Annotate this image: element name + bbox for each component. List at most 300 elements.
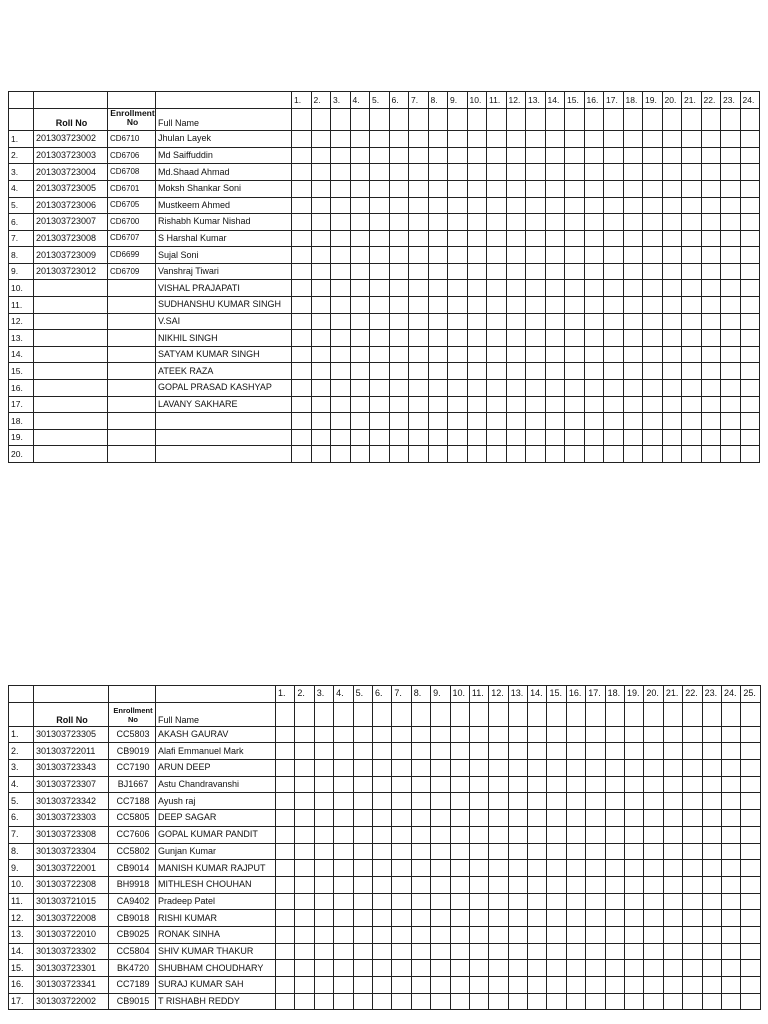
attendance-cell[interactable] <box>489 860 508 877</box>
attendance-cell[interactable] <box>604 330 624 347</box>
attendance-cell[interactable] <box>701 263 721 280</box>
attendance-cell[interactable] <box>566 743 585 760</box>
attendance-cell[interactable] <box>409 280 429 297</box>
attendance-cell[interactable] <box>314 993 333 1010</box>
attendance-cell[interactable] <box>506 180 526 197</box>
attendance-cell[interactable] <box>683 810 702 827</box>
attendance-cell[interactable] <box>702 993 721 1010</box>
attendance-cell[interactable] <box>276 860 295 877</box>
attendance-cell[interactable] <box>662 429 682 446</box>
attendance-cell[interactable] <box>331 131 351 148</box>
attendance-cell[interactable] <box>314 776 333 793</box>
attendance-cell[interactable] <box>643 180 663 197</box>
attendance-cell[interactable] <box>702 960 721 977</box>
attendance-cell[interactable] <box>314 843 333 860</box>
attendance-cell[interactable] <box>623 446 643 463</box>
attendance-cell[interactable] <box>331 396 351 413</box>
attendance-cell[interactable] <box>428 297 448 314</box>
attendance-cell[interactable] <box>683 943 702 960</box>
attendance-cell[interactable] <box>487 214 507 231</box>
attendance-cell[interactable] <box>545 147 565 164</box>
attendance-cell[interactable] <box>741 910 760 927</box>
attendance-cell[interactable] <box>682 330 702 347</box>
attendance-cell[interactable] <box>295 860 314 877</box>
attendance-cell[interactable] <box>644 743 663 760</box>
attendance-cell[interactable] <box>526 297 546 314</box>
attendance-cell[interactable] <box>586 943 605 960</box>
attendance-cell[interactable] <box>372 943 391 960</box>
attendance-cell[interactable] <box>526 446 546 463</box>
attendance-cell[interactable] <box>565 164 585 181</box>
attendance-cell[interactable] <box>566 860 585 877</box>
attendance-cell[interactable] <box>625 893 644 910</box>
attendance-cell[interactable] <box>663 993 682 1010</box>
attendance-cell[interactable] <box>741 943 760 960</box>
attendance-cell[interactable] <box>701 230 721 247</box>
attendance-cell[interactable] <box>740 230 760 247</box>
attendance-cell[interactable] <box>295 910 314 927</box>
attendance-cell[interactable] <box>643 363 663 380</box>
attendance-cell[interactable] <box>350 197 370 214</box>
attendance-cell[interactable] <box>682 263 702 280</box>
attendance-cell[interactable] <box>431 726 450 743</box>
attendance-cell[interactable] <box>565 280 585 297</box>
attendance-cell[interactable] <box>586 702 605 726</box>
attendance-cell[interactable] <box>311 363 331 380</box>
attendance-cell[interactable] <box>662 396 682 413</box>
attendance-cell[interactable] <box>643 330 663 347</box>
attendance-cell[interactable] <box>331 180 351 197</box>
attendance-cell[interactable] <box>370 131 390 148</box>
attendance-cell[interactable] <box>311 108 331 131</box>
attendance-cell[interactable] <box>526 313 546 330</box>
attendance-cell[interactable] <box>467 180 487 197</box>
attendance-cell[interactable] <box>448 164 468 181</box>
attendance-cell[interactable] <box>450 860 469 877</box>
attendance-cell[interactable] <box>489 810 508 827</box>
attendance-cell[interactable] <box>741 876 760 893</box>
attendance-cell[interactable] <box>623 131 643 148</box>
attendance-cell[interactable] <box>389 330 409 347</box>
attendance-cell[interactable] <box>547 810 566 827</box>
attendance-cell[interactable] <box>584 280 604 297</box>
attendance-cell[interactable] <box>448 297 468 314</box>
attendance-cell[interactable] <box>644 760 663 777</box>
attendance-cell[interactable] <box>448 263 468 280</box>
attendance-cell[interactable] <box>662 108 682 131</box>
attendance-cell[interactable] <box>528 743 547 760</box>
attendance-cell[interactable] <box>565 396 585 413</box>
attendance-cell[interactable] <box>292 108 312 131</box>
attendance-cell[interactable] <box>663 843 682 860</box>
attendance-cell[interactable] <box>370 446 390 463</box>
attendance-cell[interactable] <box>663 960 682 977</box>
attendance-cell[interactable] <box>292 147 312 164</box>
attendance-cell[interactable] <box>450 876 469 893</box>
attendance-cell[interactable] <box>605 843 624 860</box>
attendance-cell[interactable] <box>702 860 721 877</box>
attendance-cell[interactable] <box>623 108 643 131</box>
attendance-cell[interactable] <box>292 363 312 380</box>
attendance-cell[interactable] <box>702 977 721 994</box>
attendance-cell[interactable] <box>350 147 370 164</box>
attendance-cell[interactable] <box>545 164 565 181</box>
attendance-cell[interactable] <box>431 793 450 810</box>
attendance-cell[interactable] <box>448 247 468 264</box>
attendance-cell[interactable] <box>506 280 526 297</box>
attendance-cell[interactable] <box>276 960 295 977</box>
attendance-cell[interactable] <box>526 180 546 197</box>
attendance-cell[interactable] <box>721 993 740 1010</box>
attendance-cell[interactable] <box>566 893 585 910</box>
attendance-cell[interactable] <box>701 247 721 264</box>
attendance-cell[interactable] <box>528 860 547 877</box>
attendance-cell[interactable] <box>353 793 372 810</box>
attendance-cell[interactable] <box>448 214 468 231</box>
attendance-cell[interactable] <box>448 396 468 413</box>
attendance-cell[interactable] <box>448 197 468 214</box>
attendance-cell[interactable] <box>276 943 295 960</box>
attendance-cell[interactable] <box>467 313 487 330</box>
attendance-cell[interactable] <box>370 280 390 297</box>
attendance-cell[interactable] <box>721 702 740 726</box>
attendance-cell[interactable] <box>467 297 487 314</box>
attendance-cell[interactable] <box>625 960 644 977</box>
attendance-cell[interactable] <box>508 860 527 877</box>
attendance-cell[interactable] <box>428 429 448 446</box>
attendance-cell[interactable] <box>605 726 624 743</box>
attendance-cell[interactable] <box>331 346 351 363</box>
attendance-cell[interactable] <box>370 247 390 264</box>
attendance-cell[interactable] <box>662 263 682 280</box>
attendance-cell[interactable] <box>409 214 429 231</box>
attendance-cell[interactable] <box>353 826 372 843</box>
attendance-cell[interactable] <box>467 131 487 148</box>
attendance-cell[interactable] <box>721 960 740 977</box>
attendance-cell[interactable] <box>409 131 429 148</box>
attendance-cell[interactable] <box>566 810 585 827</box>
attendance-cell[interactable] <box>663 943 682 960</box>
attendance-cell[interactable] <box>682 230 702 247</box>
attendance-cell[interactable] <box>721 893 740 910</box>
attendance-cell[interactable] <box>311 429 331 446</box>
attendance-cell[interactable] <box>411 860 430 877</box>
attendance-cell[interactable] <box>662 297 682 314</box>
attendance-cell[interactable] <box>605 926 624 943</box>
attendance-cell[interactable] <box>508 760 527 777</box>
attendance-cell[interactable] <box>643 429 663 446</box>
attendance-cell[interactable] <box>643 197 663 214</box>
attendance-cell[interactable] <box>311 413 331 430</box>
attendance-cell[interactable] <box>469 977 488 994</box>
attendance-cell[interactable] <box>663 860 682 877</box>
attendance-cell[interactable] <box>662 180 682 197</box>
attendance-cell[interactable] <box>411 743 430 760</box>
attendance-cell[interactable] <box>565 214 585 231</box>
attendance-cell[interactable] <box>411 876 430 893</box>
attendance-cell[interactable] <box>428 214 448 231</box>
attendance-cell[interactable] <box>702 743 721 760</box>
attendance-cell[interactable] <box>469 926 488 943</box>
attendance-cell[interactable] <box>487 297 507 314</box>
attendance-cell[interactable] <box>740 108 760 131</box>
attendance-cell[interactable] <box>625 810 644 827</box>
attendance-cell[interactable] <box>625 843 644 860</box>
attendance-cell[interactable] <box>565 263 585 280</box>
attendance-cell[interactable] <box>702 910 721 927</box>
attendance-cell[interactable] <box>428 263 448 280</box>
attendance-cell[interactable] <box>721 793 740 810</box>
attendance-cell[interactable] <box>623 147 643 164</box>
attendance-cell[interactable] <box>353 776 372 793</box>
attendance-cell[interactable] <box>663 926 682 943</box>
attendance-cell[interactable] <box>586 776 605 793</box>
attendance-cell[interactable] <box>565 180 585 197</box>
attendance-cell[interactable] <box>392 910 411 927</box>
attendance-cell[interactable] <box>701 280 721 297</box>
attendance-cell[interactable] <box>467 263 487 280</box>
attendance-cell[interactable] <box>409 396 429 413</box>
attendance-cell[interactable] <box>276 993 295 1010</box>
attendance-cell[interactable] <box>431 702 450 726</box>
attendance-cell[interactable] <box>605 860 624 877</box>
attendance-cell[interactable] <box>409 313 429 330</box>
attendance-cell[interactable] <box>392 977 411 994</box>
attendance-cell[interactable] <box>586 960 605 977</box>
attendance-cell[interactable] <box>370 313 390 330</box>
attendance-cell[interactable] <box>489 826 508 843</box>
attendance-cell[interactable] <box>683 826 702 843</box>
attendance-cell[interactable] <box>334 810 353 827</box>
attendance-cell[interactable] <box>721 943 740 960</box>
attendance-cell[interactable] <box>721 826 740 843</box>
attendance-cell[interactable] <box>292 131 312 148</box>
attendance-cell[interactable] <box>526 197 546 214</box>
attendance-cell[interactable] <box>643 313 663 330</box>
attendance-cell[interactable] <box>311 247 331 264</box>
attendance-cell[interactable] <box>431 760 450 777</box>
attendance-cell[interactable] <box>428 131 448 148</box>
attendance-cell[interactable] <box>566 702 585 726</box>
attendance-cell[interactable] <box>295 876 314 893</box>
attendance-cell[interactable] <box>489 893 508 910</box>
attendance-cell[interactable] <box>605 910 624 927</box>
attendance-cell[interactable] <box>450 726 469 743</box>
attendance-cell[interactable] <box>428 413 448 430</box>
attendance-cell[interactable] <box>547 726 566 743</box>
attendance-cell[interactable] <box>625 760 644 777</box>
attendance-cell[interactable] <box>662 280 682 297</box>
attendance-cell[interactable] <box>428 280 448 297</box>
attendance-cell[interactable] <box>545 108 565 131</box>
attendance-cell[interactable] <box>565 446 585 463</box>
attendance-cell[interactable] <box>409 263 429 280</box>
attendance-cell[interactable] <box>508 826 527 843</box>
attendance-cell[interactable] <box>276 776 295 793</box>
attendance-cell[interactable] <box>662 330 682 347</box>
attendance-cell[interactable] <box>623 280 643 297</box>
attendance-cell[interactable] <box>409 380 429 397</box>
attendance-cell[interactable] <box>489 926 508 943</box>
attendance-cell[interactable] <box>528 793 547 810</box>
attendance-cell[interactable] <box>487 147 507 164</box>
attendance-cell[interactable] <box>625 726 644 743</box>
attendance-cell[interactable] <box>392 760 411 777</box>
attendance-cell[interactable] <box>506 147 526 164</box>
attendance-cell[interactable] <box>487 247 507 264</box>
attendance-cell[interactable] <box>586 743 605 760</box>
attendance-cell[interactable] <box>292 330 312 347</box>
attendance-cell[interactable] <box>508 977 527 994</box>
attendance-cell[interactable] <box>545 363 565 380</box>
attendance-cell[interactable] <box>721 313 741 330</box>
attendance-cell[interactable] <box>644 726 663 743</box>
attendance-cell[interactable] <box>508 743 527 760</box>
attendance-cell[interactable] <box>740 247 760 264</box>
attendance-cell[interactable] <box>428 346 448 363</box>
attendance-cell[interactable] <box>623 164 643 181</box>
attendance-cell[interactable] <box>431 893 450 910</box>
attendance-cell[interactable] <box>740 363 760 380</box>
attendance-cell[interactable] <box>584 147 604 164</box>
attendance-cell[interactable] <box>682 396 702 413</box>
attendance-cell[interactable] <box>469 793 488 810</box>
attendance-cell[interactable] <box>584 247 604 264</box>
attendance-cell[interactable] <box>487 164 507 181</box>
attendance-cell[interactable] <box>565 108 585 131</box>
attendance-cell[interactable] <box>604 346 624 363</box>
attendance-cell[interactable] <box>467 346 487 363</box>
attendance-cell[interactable] <box>353 876 372 893</box>
attendance-cell[interactable] <box>682 446 702 463</box>
attendance-cell[interactable] <box>353 810 372 827</box>
attendance-cell[interactable] <box>604 164 624 181</box>
attendance-cell[interactable] <box>431 860 450 877</box>
attendance-cell[interactable] <box>350 263 370 280</box>
attendance-cell[interactable] <box>431 876 450 893</box>
attendance-cell[interactable] <box>411 910 430 927</box>
attendance-cell[interactable] <box>702 876 721 893</box>
attendance-cell[interactable] <box>389 263 409 280</box>
attendance-cell[interactable] <box>448 413 468 430</box>
attendance-cell[interactable] <box>487 280 507 297</box>
attendance-cell[interactable] <box>586 993 605 1010</box>
attendance-cell[interactable] <box>431 943 450 960</box>
attendance-cell[interactable] <box>584 396 604 413</box>
attendance-cell[interactable] <box>292 313 312 330</box>
attendance-cell[interactable] <box>702 810 721 827</box>
attendance-cell[interactable] <box>623 263 643 280</box>
attendance-cell[interactable] <box>741 926 760 943</box>
attendance-cell[interactable] <box>545 396 565 413</box>
attendance-cell[interactable] <box>584 131 604 148</box>
attendance-cell[interactable] <box>314 702 333 726</box>
attendance-cell[interactable] <box>311 147 331 164</box>
attendance-cell[interactable] <box>584 180 604 197</box>
attendance-cell[interactable] <box>604 313 624 330</box>
attendance-cell[interactable] <box>448 280 468 297</box>
attendance-cell[interactable] <box>314 943 333 960</box>
attendance-cell[interactable] <box>683 726 702 743</box>
attendance-cell[interactable] <box>604 131 624 148</box>
attendance-cell[interactable] <box>487 180 507 197</box>
attendance-cell[interactable] <box>740 429 760 446</box>
attendance-cell[interactable] <box>508 926 527 943</box>
attendance-cell[interactable] <box>545 230 565 247</box>
attendance-cell[interactable] <box>353 993 372 1010</box>
attendance-cell[interactable] <box>683 876 702 893</box>
attendance-cell[interactable] <box>372 893 391 910</box>
attendance-cell[interactable] <box>623 363 643 380</box>
attendance-cell[interactable] <box>506 197 526 214</box>
attendance-cell[interactable] <box>331 446 351 463</box>
attendance-cell[interactable] <box>586 893 605 910</box>
attendance-cell[interactable] <box>683 893 702 910</box>
attendance-cell[interactable] <box>350 429 370 446</box>
attendance-cell[interactable] <box>372 810 391 827</box>
attendance-cell[interactable] <box>295 793 314 810</box>
attendance-cell[interactable] <box>662 313 682 330</box>
attendance-cell[interactable] <box>334 776 353 793</box>
attendance-cell[interactable] <box>586 826 605 843</box>
attendance-cell[interactable] <box>662 197 682 214</box>
attendance-cell[interactable] <box>683 743 702 760</box>
attendance-cell[interactable] <box>528 843 547 860</box>
attendance-cell[interactable] <box>469 993 488 1010</box>
attendance-cell[interactable] <box>526 147 546 164</box>
attendance-cell[interactable] <box>721 726 740 743</box>
attendance-cell[interactable] <box>467 197 487 214</box>
attendance-cell[interactable] <box>311 164 331 181</box>
attendance-cell[interactable] <box>469 960 488 977</box>
attendance-cell[interactable] <box>683 702 702 726</box>
attendance-cell[interactable] <box>604 214 624 231</box>
attendance-cell[interactable] <box>623 429 643 446</box>
attendance-cell[interactable] <box>565 330 585 347</box>
attendance-cell[interactable] <box>604 446 624 463</box>
attendance-cell[interactable] <box>623 197 643 214</box>
attendance-cell[interactable] <box>604 230 624 247</box>
attendance-cell[interactable] <box>682 363 702 380</box>
attendance-cell[interactable] <box>643 413 663 430</box>
attendance-cell[interactable] <box>334 910 353 927</box>
attendance-cell[interactable] <box>292 396 312 413</box>
attendance-cell[interactable] <box>311 197 331 214</box>
attendance-cell[interactable] <box>683 860 702 877</box>
attendance-cell[interactable] <box>605 993 624 1010</box>
attendance-cell[interactable] <box>584 363 604 380</box>
attendance-cell[interactable] <box>701 313 721 330</box>
attendance-cell[interactable] <box>350 396 370 413</box>
attendance-cell[interactable] <box>605 743 624 760</box>
attendance-cell[interactable] <box>295 726 314 743</box>
attendance-cell[interactable] <box>469 776 488 793</box>
attendance-cell[interactable] <box>389 180 409 197</box>
attendance-cell[interactable] <box>314 910 333 927</box>
attendance-cell[interactable] <box>353 702 372 726</box>
attendance-cell[interactable] <box>331 363 351 380</box>
attendance-cell[interactable] <box>292 263 312 280</box>
attendance-cell[interactable] <box>683 960 702 977</box>
attendance-cell[interactable] <box>623 297 643 314</box>
attendance-cell[interactable] <box>428 147 448 164</box>
attendance-cell[interactable] <box>450 793 469 810</box>
attendance-cell[interactable] <box>450 760 469 777</box>
attendance-cell[interactable] <box>487 197 507 214</box>
attendance-cell[interactable] <box>276 926 295 943</box>
attendance-cell[interactable] <box>721 214 741 231</box>
attendance-cell[interactable] <box>644 993 663 1010</box>
